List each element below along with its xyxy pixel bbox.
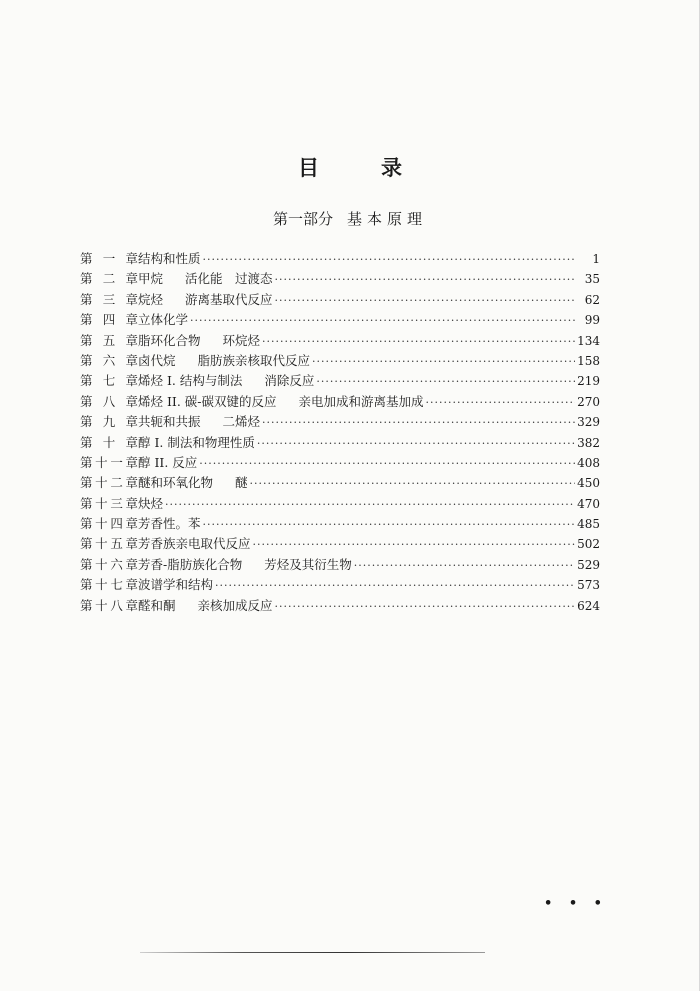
toc-chapter-subtitle: 醚 xyxy=(235,475,248,491)
toc-chapter-number xyxy=(80,534,138,554)
toc-entry[interactable] xyxy=(80,331,600,351)
toc-entry[interactable] xyxy=(80,473,600,493)
toc-page-number: 35 xyxy=(584,272,600,287)
toc-chapter-label: 第十六章 xyxy=(80,556,138,572)
toc-chapter-number xyxy=(80,331,138,351)
toc-entry[interactable] xyxy=(80,433,600,453)
toc-page-number: 134 xyxy=(577,333,600,348)
toc-chapter-number xyxy=(80,433,138,453)
toc-leader-dots xyxy=(165,495,575,515)
toc-chapter-title-group xyxy=(138,371,314,391)
toc-page-number: 408 xyxy=(577,455,600,470)
toc-chapter-title: 结构和性质 xyxy=(138,251,201,266)
toc-page-number: 624 xyxy=(577,598,600,613)
toc-leader-dots xyxy=(275,270,576,290)
footer-marks: • • • xyxy=(544,896,608,911)
toc-chapter-label: 第十章 xyxy=(80,434,138,450)
toc-chapter-title-group xyxy=(138,412,260,432)
toc-entry[interactable] xyxy=(80,249,600,269)
toc-chapter-label: 第一章 xyxy=(80,251,138,266)
toc-chapter-number xyxy=(80,494,138,514)
toc-leader-dots xyxy=(203,250,576,270)
toc-chapter-title-group xyxy=(138,433,255,453)
toc-chapter-title: 芳香-脂肪族化合物 xyxy=(138,556,243,572)
toc-leader-dots xyxy=(426,393,576,413)
toc-chapter-label: 第六章 xyxy=(80,352,138,368)
toc-entry[interactable] xyxy=(80,371,600,391)
toc-leader-dots xyxy=(275,597,576,617)
toc-entry[interactable] xyxy=(80,596,600,616)
toc-chapter-title: 烯烃 I. 结构与制法 xyxy=(138,373,243,389)
toc-page-number: 158 xyxy=(577,353,600,368)
toc-chapter-title-group xyxy=(138,575,213,595)
toc-chapter-title: 醛和酮 xyxy=(138,597,176,613)
toc-entry[interactable] xyxy=(80,575,600,595)
toc-chapter-number xyxy=(80,596,138,616)
toc-chapter-subtitle: 二烯烃 xyxy=(222,414,261,430)
toc-page-number: 502 xyxy=(577,537,600,552)
part-name: 基本原理 xyxy=(347,210,428,228)
toc-chapter-label: 第十一章 xyxy=(80,454,138,470)
toc-chapter-number xyxy=(80,575,138,595)
toc-chapter-number xyxy=(80,371,138,391)
toc-chapter-title: 共轭和共振 xyxy=(138,414,201,430)
toc-page-number: 573 xyxy=(577,578,600,593)
toc-page-number: 219 xyxy=(577,374,600,389)
toc-leader-dots xyxy=(199,454,575,474)
toc-chapter-title-group xyxy=(138,331,260,351)
toc-chapter-number xyxy=(80,310,138,330)
toc-page-number: 470 xyxy=(577,496,600,511)
toc-page-number: 62 xyxy=(584,292,600,307)
toc-entry[interactable] xyxy=(80,453,600,473)
toc-chapter-number xyxy=(80,473,138,493)
toc-leader-dots xyxy=(275,291,576,311)
toc-chapter-title: 立体化学 xyxy=(138,312,189,328)
toc-page-number: 270 xyxy=(577,394,600,409)
toc-chapter-number xyxy=(80,249,138,269)
toc-entry[interactable] xyxy=(80,351,600,371)
toc-leader-dots xyxy=(250,474,576,494)
table-of-contents xyxy=(80,249,600,616)
toc-page-number: 485 xyxy=(577,517,600,532)
scan-artifact-line xyxy=(140,952,485,953)
toc-chapter-label: 第十七章 xyxy=(80,577,138,593)
toc-chapter-title-group xyxy=(138,494,163,514)
toc-chapter-title-group xyxy=(138,351,310,371)
toc-chapter-title-group xyxy=(138,473,248,493)
toc-chapter-title-group xyxy=(138,249,201,269)
toc-chapter-title-group xyxy=(138,514,201,534)
toc-chapter-label: 第四章 xyxy=(80,312,138,328)
toc-leader-dots xyxy=(257,434,575,454)
toc-chapter-label: 第十五章 xyxy=(80,536,138,552)
toc-page-number: 529 xyxy=(577,557,600,572)
toc-page-number: 1 xyxy=(592,252,600,266)
toc-page-number: 99 xyxy=(584,313,600,328)
toc-chapter-number xyxy=(80,269,138,289)
toc-chapter-number xyxy=(80,453,138,473)
toc-chapter-subtitle: 亲电加成和游离基加成 xyxy=(298,393,424,409)
toc-chapter-title-group xyxy=(138,534,251,554)
toc-chapter-label: 第十八章 xyxy=(80,597,138,613)
toc-chapter-label: 第十三章 xyxy=(80,495,138,511)
toc-chapter-title-group xyxy=(138,392,424,412)
toc-entry[interactable] xyxy=(80,494,600,514)
toc-chapter-title-group xyxy=(138,310,188,330)
toc-chapter-title-group xyxy=(138,269,273,289)
toc-entry[interactable] xyxy=(80,310,600,330)
toc-chapter-subtitle: 游离基取代反应 xyxy=(185,291,273,307)
toc-chapter-number xyxy=(80,555,138,575)
toc-chapter-title: 甲烷 xyxy=(138,271,164,287)
toc-chapter-subtitle: 芳烃及其衍生物 xyxy=(264,556,352,572)
toc-chapter-subtitle: 活化能 过渡态 xyxy=(185,271,273,287)
toc-chapter-title: 脂环化合物 xyxy=(138,332,201,348)
toc-page-number: 329 xyxy=(577,415,600,430)
toc-chapter-subtitle: 亲核加成反应 xyxy=(197,597,273,613)
toc-leader-dots xyxy=(354,556,575,576)
toc-entry[interactable] xyxy=(80,269,600,289)
toc-leader-dots xyxy=(316,372,575,392)
toc-chapter-title-group xyxy=(138,596,273,616)
toc-chapter-label: 第九章 xyxy=(80,414,138,430)
toc-leader-dots xyxy=(190,311,576,331)
toc-entry[interactable] xyxy=(80,534,600,554)
toc-chapter-subtitle: 消除反应 xyxy=(264,373,315,389)
toc-leader-dots xyxy=(203,515,576,535)
toc-chapter-number xyxy=(80,290,138,310)
part-label: 第一部分 xyxy=(272,210,333,228)
toc-chapter-label: 第八章 xyxy=(80,393,138,409)
toc-entry[interactable] xyxy=(80,555,600,575)
toc-chapter-label: 第十四章 xyxy=(80,516,138,532)
toc-chapter-number xyxy=(80,514,138,534)
toc-chapter-number xyxy=(80,412,138,432)
toc-chapter-title-group xyxy=(138,290,273,310)
toc-chapter-title: 卤代烷 xyxy=(138,352,176,368)
toc-chapter-title-group xyxy=(138,555,352,575)
toc-chapter-label: 第五章 xyxy=(80,332,138,348)
toc-page-number: 382 xyxy=(577,435,600,450)
toc-chapter-title: 醇 I. 制法和物理性质 xyxy=(138,434,255,450)
toc-chapter-label: 第二章 xyxy=(80,271,138,287)
toc-chapter-title: 醇 II. 反应 xyxy=(138,454,198,470)
toc-leader-dots xyxy=(262,413,575,433)
toc-leader-dots xyxy=(215,576,575,596)
toc-chapter-subtitle: 脂肪族亲核取代反应 xyxy=(197,352,311,368)
toc-leader-dots xyxy=(253,535,576,555)
toc-chapter-label: 第三章 xyxy=(80,291,138,307)
toc-chapter-number xyxy=(80,392,138,412)
toc-chapter-title: 烯烃 II. 碳-碳双键的反应 xyxy=(138,393,277,409)
toc-entry[interactable] xyxy=(80,392,600,412)
toc-chapter-label: 第七章 xyxy=(80,373,138,389)
toc-chapter-title: 烷烃 xyxy=(138,291,164,307)
toc-leader-dots xyxy=(262,332,575,352)
page-title: 目录 xyxy=(298,155,464,180)
toc-chapter-title-group xyxy=(138,453,197,473)
toc-page-number: 450 xyxy=(577,476,600,491)
toc-chapter-title: 芳香族亲电取代反应 xyxy=(138,536,251,552)
toc-entry[interactable] xyxy=(80,412,600,432)
toc-chapter-title: 炔烃 xyxy=(138,495,164,511)
toc-chapter-title: 芳香性。苯 xyxy=(138,516,201,532)
part-heading xyxy=(0,208,700,229)
toc-entry[interactable] xyxy=(80,514,600,534)
toc-entry[interactable] xyxy=(80,290,600,310)
toc-chapter-title: 波谱学和结构 xyxy=(138,577,214,593)
toc-chapter-title: 醚和环氧化物 xyxy=(138,475,214,491)
toc-chapter-number xyxy=(80,351,138,371)
toc-leader-dots xyxy=(312,352,575,372)
toc-chapter-subtitle: 环烷烃 xyxy=(222,332,261,348)
toc-chapter-label: 第十二章 xyxy=(80,475,138,491)
